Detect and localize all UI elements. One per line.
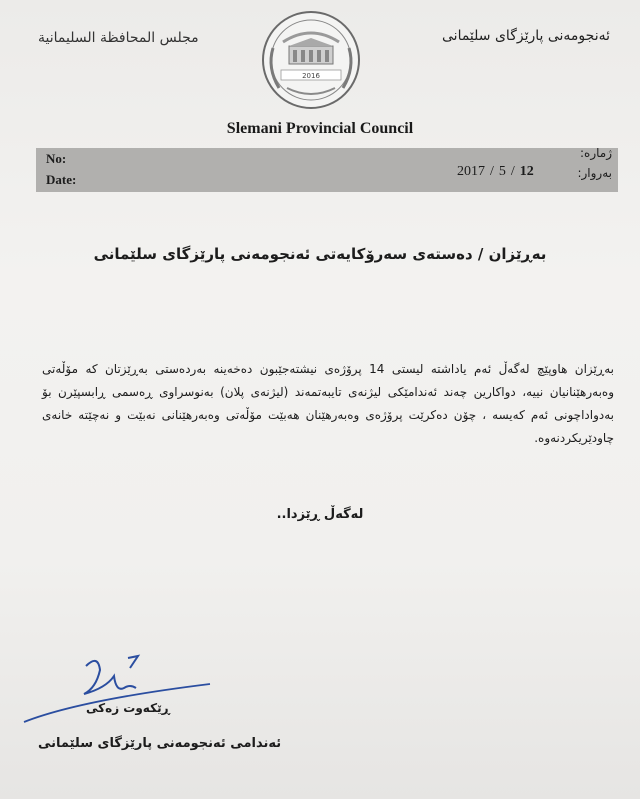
reference-date-label-ku: بەروار: — [577, 166, 612, 180]
date-day: 12 — [519, 164, 534, 179]
reference-date-label: Date: — [46, 172, 77, 187]
reference-date-value: 2017 / 5 / 12 — [457, 164, 534, 179]
signer-title: ئەندامی ئەنجومەنی پارێزگای سلێمانی — [38, 736, 282, 751]
letter-paragraph: بەڕێزان هاوپێچ لەگەڵ ئەم یاداشتە لیستی 14 پرۆژەی نیشتەجێبون دەخەینە بەردەستی بەڕێزتان کە مۆڵەتی وەبەرهێنانیان نییە، دواکارین چەند ئەندامێکی لیژنەی تایبەتمەند (لیژنەی پلان) بەنوسراوی ڕەسمی ڕابسپێرن بۆ بەدواداچونی ئەم کەیسە ، چۆن دەکرێت پرۆژەی وەبەرهێنان هەبێت مۆڵەتی وەبەرهێنانی نەبێت و نەچێتە خانەی چاودێریکردنەوە. — [42, 362, 614, 445]
letter-salutation: بەڕێزان / دەستەی سەرۆکایەتی ئەنجومەنی پارێزگای سلێمانی — [93, 245, 547, 263]
reference-number-label-ku: ژمارە: — [579, 146, 612, 160]
letter-closing: لەگەڵ ڕێزدا.. — [276, 507, 364, 522]
kurdish-council-name: ئەنجومەنی پارێزگای سلێمانی — [442, 28, 610, 44]
reference-no-label: No: — [46, 151, 67, 166]
english-council-name: Slemani Provincial Council — [226, 120, 414, 137]
date-month: 5 — [498, 164, 506, 179]
council-seal-icon — [259, 8, 363, 112]
letter-body — [42, 358, 614, 450]
svg-text:2016: 2016 — [302, 72, 320, 80]
arabic-council-name: مجلس المحافظة السليمانية — [38, 30, 199, 46]
date-year: 2017 — [457, 164, 485, 179]
handwritten-signature-icon — [20, 648, 220, 728]
signer-name: ڕێکەوت زەکی — [86, 701, 170, 715]
